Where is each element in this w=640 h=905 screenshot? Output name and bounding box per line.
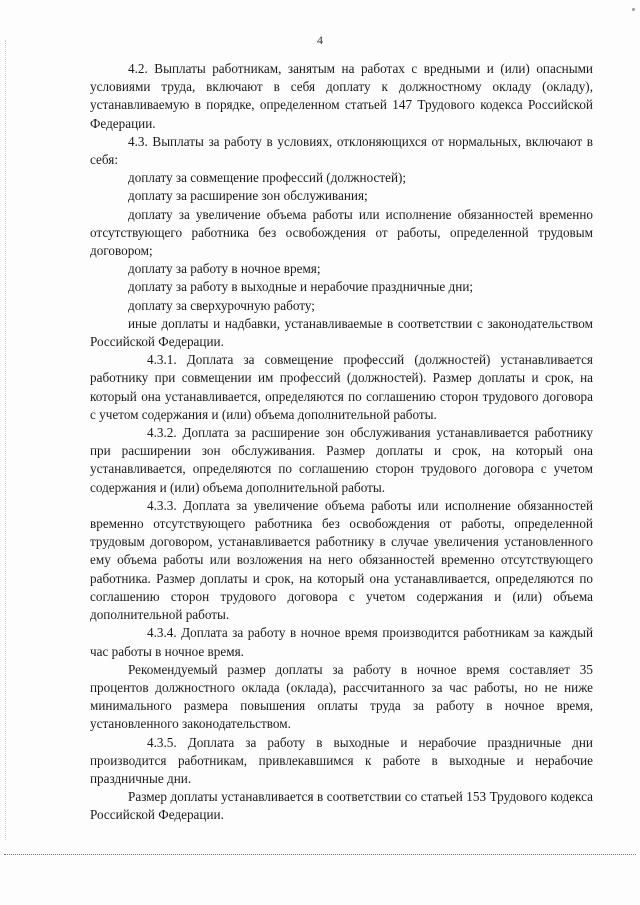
paragraph: 4.3.5. Доплата за работу в выходные и нерабочие праздничные дни производится работникам, привлекавшимся к работе в выходные и нерабочие праздничные дни. xyxy=(90,734,593,786)
paragraph: иные доплаты и надбавки, устанавливаемые в соответствии с законодательством Российской Федерации. xyxy=(90,315,593,350)
paragraph: доплату за расширение зон обслуживания; xyxy=(128,188,368,204)
paragraph: доплату за совмещение профессий (должностей); xyxy=(128,170,407,186)
scan-artifact-dot xyxy=(632,8,635,11)
paragraph: доплату за работу в ночное время; xyxy=(128,261,321,277)
paragraph: доплату за работу в выходные и нерабочие праздничные дни; xyxy=(128,279,474,295)
paragraph: 4.2. Выплаты работникам, занятым на работах с вредными и (или) опасными условиями труда, включают в себя доплату к должностному окладу (окладу), устанавливаемую в порядке, определенном статьей 147 Трудового кодекса Российской Федерации. xyxy=(90,61,593,131)
paragraph: 4.3.3. Доплата за увеличение объема работы или исполнение обязанностей временно отсутствующего работника без освобождения от работы, определенной трудовым договором, устанавливается работнику в случае увеличения установленного ему объема работы или возложения на него обязанностей временно отсутствующего работника. Размер доплаты и срок, на который она устанавливается, определяются по соглашению сторон трудового договора с учетом содержания и (или) объема дополнительной работы. xyxy=(90,497,593,623)
bottom-divider xyxy=(4,854,636,855)
paragraph: доплату за увеличение объема работы или исполнение обязанностей временно отсутствующего работника без освобождения от работы, определенной трудовым договором; xyxy=(90,206,593,259)
paragraph: доплату за сверхурочную работу; xyxy=(128,297,315,313)
page-number: 4 xyxy=(317,33,323,47)
paragraph: Рекомендуемый размер доплаты за работу в ночное время составляет 35 процентов должностного оклада (оклада), рассчитанного за час работы, но не ниже минимального размера повышения оплаты труда за работу в ночное время, установленного законодательством. xyxy=(90,661,593,732)
paragraph: 4.3.2. Доплата за расширение зон обслуживания устанавливается работнику при расширении зон обслуживания. Размер доплаты и срок, на который она устанавливается, определяются по соглашению сторон трудового договора с учетом содержания и (или) объема дополнительной работы. xyxy=(90,425,593,495)
paragraph: 4.3.1. Доплата за совмещение профессий (должностей) устанавливается работнику при совмещении им профессий (должностей). Размер доплаты и срок, на который она устанавливается, определяются по соглашению сторон трудового договора с учетом содержания и (или) объема дополнительной работы. xyxy=(90,352,593,422)
paragraph: Размер доплаты устанавливается в соответствии со статьей 153 Трудового кодекса Российской Федерации. xyxy=(90,789,593,823)
paragraph: 4.3.4. Доплата за работу в ночное время производится работникам за каждый час работы в ночное время. xyxy=(90,625,593,659)
document-body xyxy=(90,60,593,825)
paragraph: 4.3. Выплаты за работу в условиях, отклоняющихся от нормальных, включают в себя: xyxy=(90,133,593,168)
scan-edge-mark xyxy=(5,40,7,840)
